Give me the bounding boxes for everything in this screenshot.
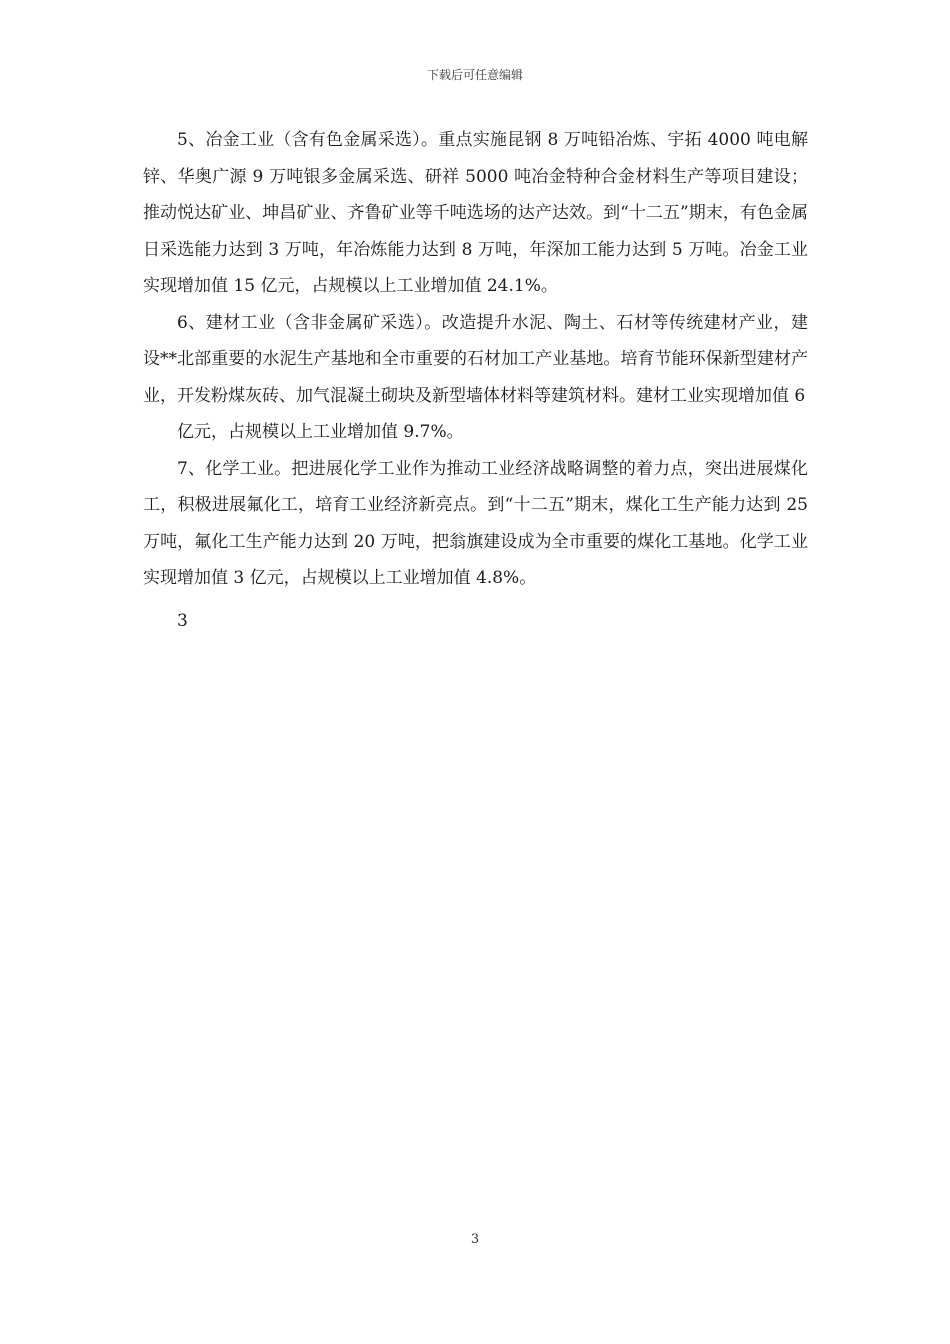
page-footer-number: 3: [470, 1232, 480, 1247]
paragraph-building-materials: 6、建材工业（含非金属矿采选）。改造提升水泥、陶土、石材等传统建材产业，建设**北部重要的水泥生产基地和全市重要的石材加工产业基地。培育节能环保新型建材产业，开发粉煤灰砖、加气混凝土砌块及新型墙体材料等建筑材料。建材工业实现增加值 6: [143, 312, 808, 406]
page-header: 下载后可任意编辑: [426, 68, 523, 82]
paragraph-metallurgy: 5、冶金工业（含有色金属采选）。重点实施昆钢 8 万吨铅冶炼、宇拓 4000 吨电解锌、华奥广源 9 万吨银多金属采选、研祥 5000 吨冶金特种合金材料生产等项目建设；推动悦达矿业、坤昌矿业、齐鲁矿业等千吨选场的达产达效。到“十二五”期末，有色金属日采选能力达到 3 万吨，年冶炼能力达到 8 万吨，年深加工能力达到 5 万吨。冶金工业实现增加值 15 亿元，占规模以上工业增加值 24.1%。: [143, 130, 808, 296]
inline-page-number: 3: [177, 610, 188, 631]
paragraph-building-materials-cont: 亿元，占规模以上工业增加值 9.7%。: [177, 422, 464, 442]
document-body: [143, 122, 808, 639]
paragraph-chemical: 7、化学工业。把进展化学工业作为推动工业经济战略调整的着力点，突出进展煤化工，积极进展氟化工，培育工业经济新亮点。到“十二五”期末，煤化工生产能力达到 25 万吨，氟化工生产能力达到 20 万吨，把翁旗建设成为全市重要的煤化工基地。化学工业实现增加值 3 亿元，占规模以上工业增加值 4.8%。: [143, 458, 808, 588]
